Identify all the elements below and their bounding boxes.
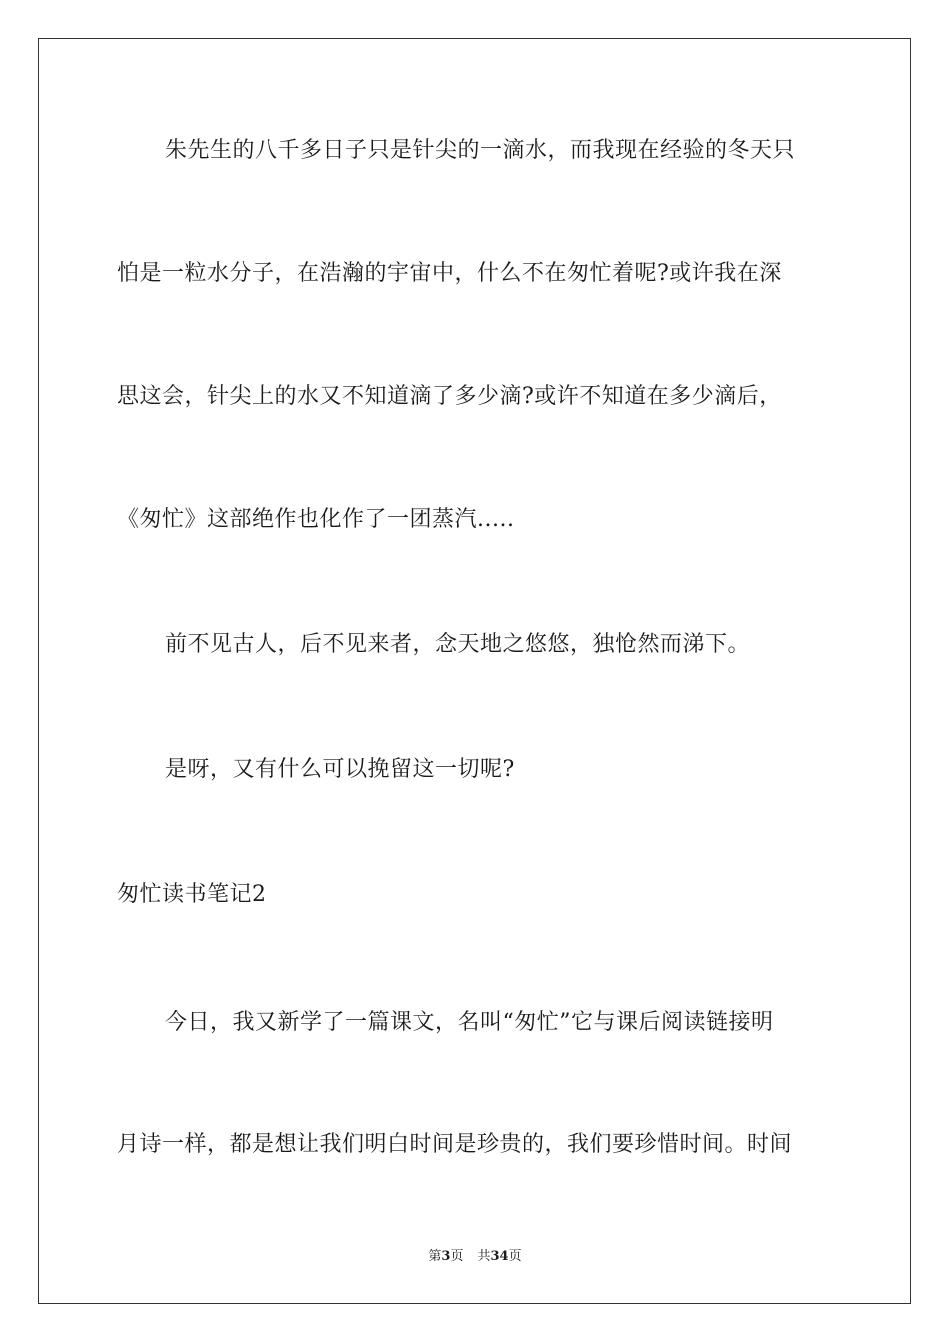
paragraph-line-5: 前不见古人，后不见来者，念天地之悠悠，独怆然而涕下。 [165, 632, 751, 657]
page-footer [0, 1248, 950, 1266]
total-pages: 34 [490, 1249, 509, 1264]
paragraph-line-8: 月诗一样，都是想让我们明白时间是珍贵的，我们要珍惜时间。时间 [117, 1132, 793, 1157]
paragraph-line-7: 今日，我又新学了一篇课文，名叫“匆忙”它与课后阅读链接明 [165, 1010, 774, 1035]
page-prefix: 第 [428, 1249, 442, 1264]
paragraph-line-4: 《匆忙》这部绝作也化作了一团蒸汽..... [117, 507, 515, 532]
paragraph-line-6: 是呀，又有什么可以挽留这一切呢? [165, 757, 515, 782]
total-prefix: 共 [477, 1249, 491, 1264]
section-heading: 匆忙读书笔记2 [117, 882, 267, 907]
total-suffix: 页 [508, 1249, 522, 1264]
page-number: 3 [441, 1249, 451, 1264]
paragraph-line-1: 朱先生的八千多日子只是针尖的一滴水，而我现在经验的冬天只 [165, 138, 796, 163]
page-frame [38, 38, 911, 1304]
paragraph-line-3: 思这会，针尖上的水又不知道滴了多少滴?或许不知道在多少滴后， [117, 384, 782, 409]
paragraph-line-2: 怕是一粒水分子，在浩瀚的宇宙中，什么不在匆忙着呢?或许我在深 [117, 261, 782, 286]
page-suffix: 页 [450, 1249, 464, 1264]
